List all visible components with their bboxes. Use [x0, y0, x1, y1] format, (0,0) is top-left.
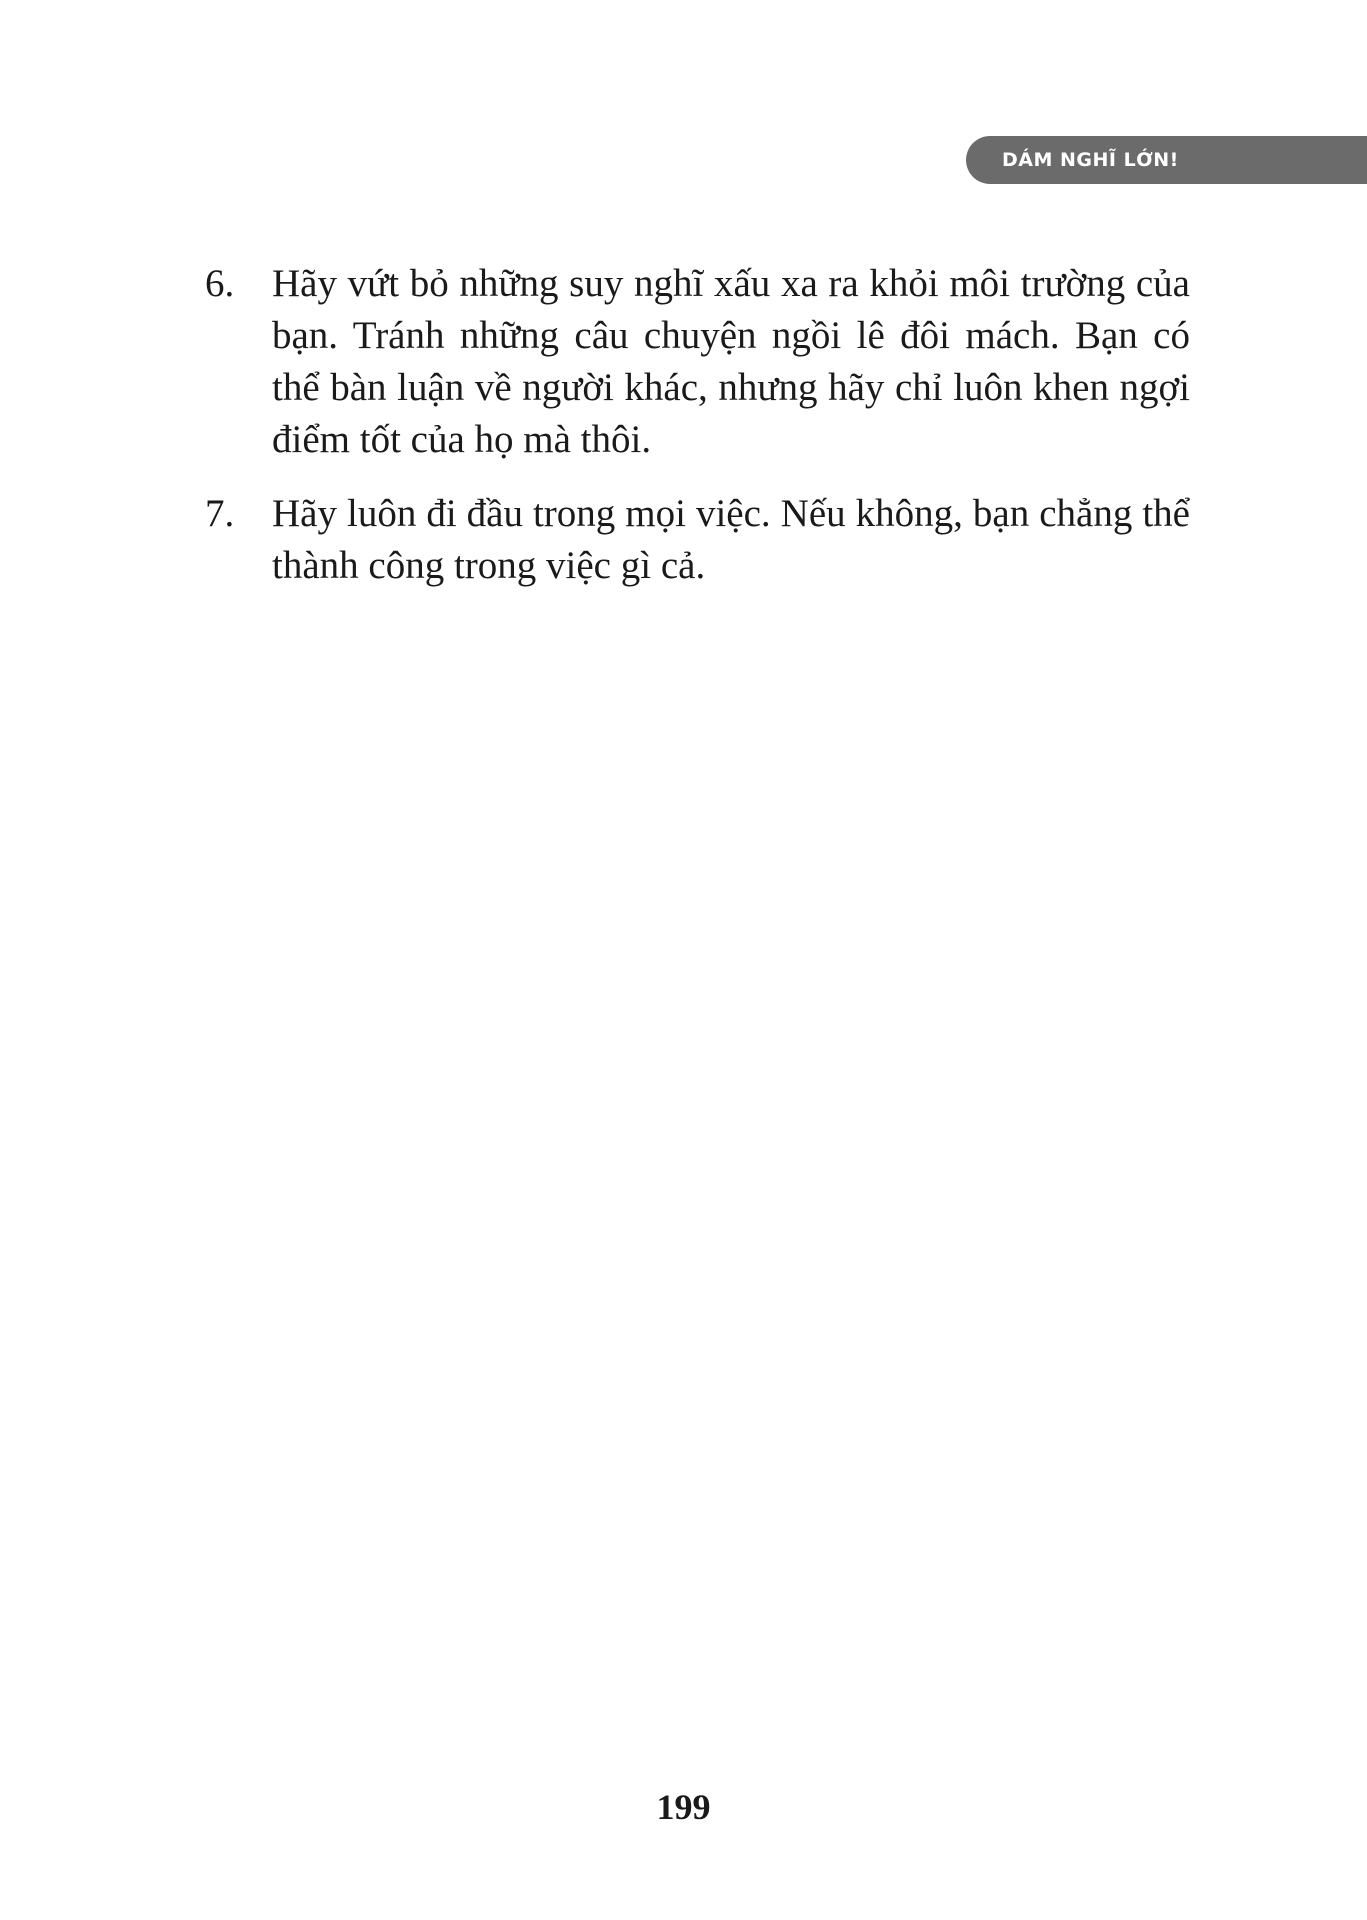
list-item: [205, 258, 1190, 466]
list-item-number: 7.: [205, 492, 235, 535]
list-item-text: Hãy luôn đi đầu trong mọi việc. Nếu không, bạn chẳng thể thành công trong việc gì cả.: [272, 492, 1190, 587]
list-item-number: 6.: [205, 262, 235, 305]
running-header-title: DÁM NGHĨ LỚN!: [1002, 149, 1179, 171]
running-header-tab: [966, 136, 1367, 184]
list-item: [205, 488, 1190, 592]
numbered-list: [205, 258, 1190, 614]
list-item-text: Hãy vứt bỏ những suy nghĩ xấu xa ra khỏi môi trường của bạn. Tránh những câu chuyện ngồi lê đôi mách. Bạn có thể bàn luận về người khác, nhưng hãy chỉ luôn khen ngợi điểm tốt của họ mà thôi.: [272, 262, 1190, 461]
page-number: 199: [656, 1787, 711, 1827]
